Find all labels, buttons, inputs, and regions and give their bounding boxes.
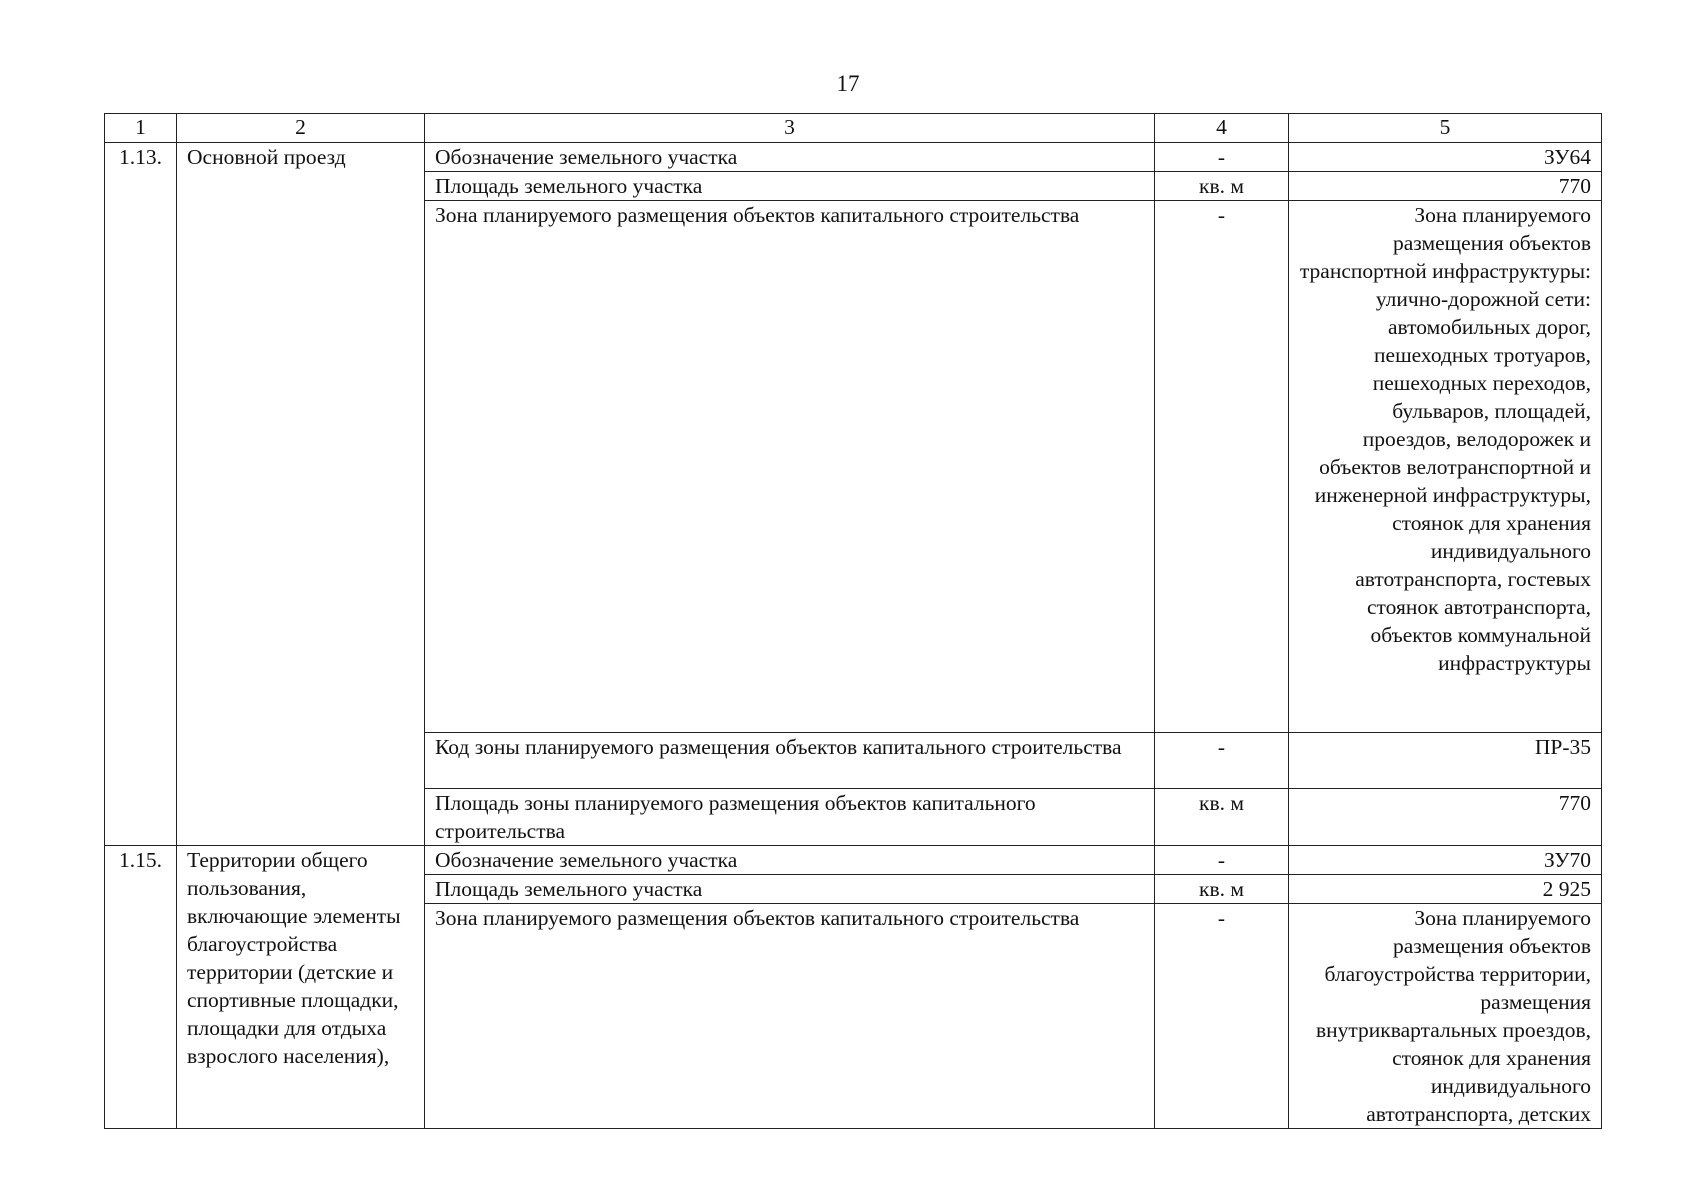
header-row [105,114,1602,143]
column-header-5: 5 [1289,114,1602,143]
unit: - [1155,201,1289,733]
parameter-name: Обозначение земельного участка [425,143,1155,172]
item-name: Основной проезд [177,143,425,846]
parameter-name: Зона планируемого размещения объектов капитального строительства [425,201,1155,733]
land-plot-table [104,113,1602,1129]
column-header-4: 4 [1155,114,1289,143]
parameter-name: Обозначение земельного участка [425,846,1155,875]
page-number: 17 [836,71,860,96]
item-name-text: Территории общего пользования, включающие элементы благоустройства территории (детские и спортивные площадки, площадки для отдыха взрослого населения), [187,848,401,1068]
unit: - [1155,733,1289,789]
unit: - [1155,846,1289,875]
unit: кв. м [1155,875,1289,904]
value: ЗУ70 [1289,846,1602,875]
parameter-name: Площадь земельного участка [425,875,1155,904]
column-header-1: 1 [105,114,177,143]
value [1289,904,1602,1129]
value-text: Зона планируемого размещения объектов благоустройства территории, размещения внутриквартальных проездов, стоянок для хранения индивидуального автотранспорта, детских [1315,906,1591,1126]
parameter-name: Площадь земельного участка [425,172,1155,201]
parameter-name: Код зоны планируемого размещения объектов капитального строительства [425,733,1155,789]
unit: - [1155,904,1289,1129]
unit: - [1155,143,1289,172]
item-name [177,846,425,1129]
value: ПР-35 [1289,733,1602,789]
table-row [105,143,1602,172]
column-header-2: 2 [177,114,425,143]
item-number: 1.13. [105,143,177,846]
value: Зона планируемого размещения объектов транспортной инфраструктуры: улично-дорожной сети: автомобильных дорог, пешеходных тротуаров, пешеходных переходов, бульваров, площадей, проездов, велодорожек и объектов велотранспортной и инженерной инфраструктуры, стоянок для хранения индивидуального автотранспорта, гостевых стоянок автотранспорта, объектов коммунальной инфраструктуры [1289,201,1602,733]
table-row [105,846,1602,875]
value: 770 [1289,789,1602,846]
value: 2 925 [1289,875,1602,904]
value: ЗУ64 [1289,143,1602,172]
item-number: 1.15. [105,846,177,1129]
column-header-3: 3 [425,114,1155,143]
unit: кв. м [1155,172,1289,201]
parameter-name: Зона планируемого размещения объектов капитального строительства [425,904,1155,1129]
parameter-name: Площадь зоны планируемого размещения объектов капитального строительства [425,789,1155,846]
unit: кв. м [1155,789,1289,846]
value: 770 [1289,172,1602,201]
